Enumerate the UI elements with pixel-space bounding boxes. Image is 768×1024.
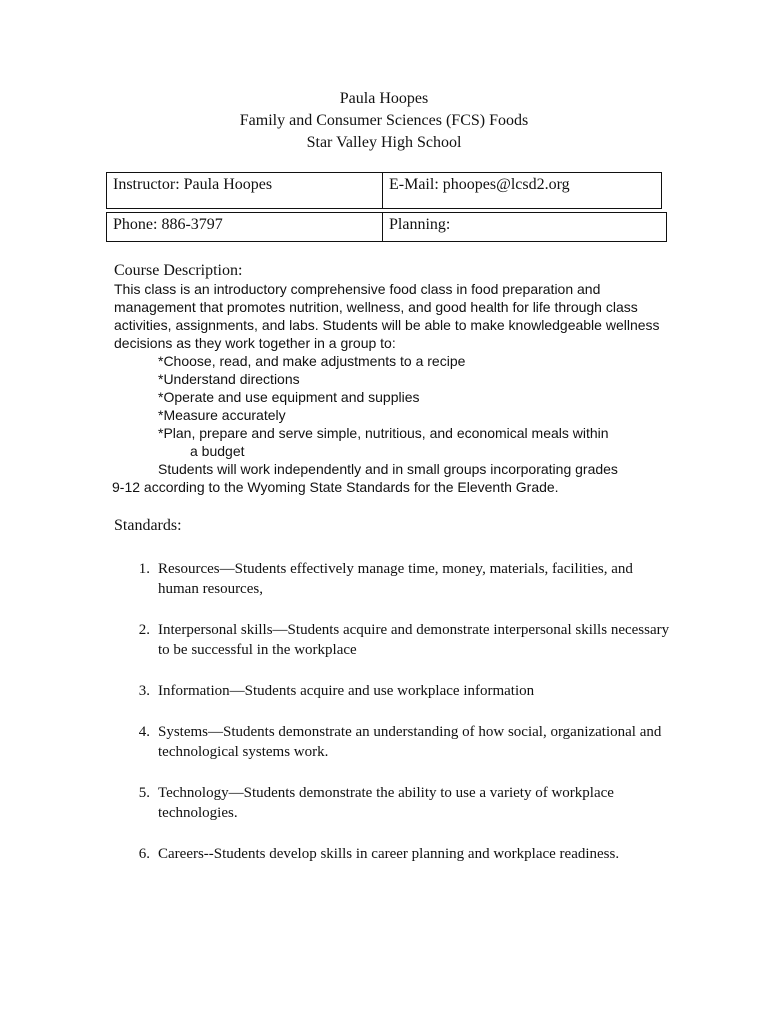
standard-text: Technology—Students demonstrate the ability to use a variety of workplace technologies. — [158, 785, 614, 821]
standard-text: Resources—Students effectively manage time, money, materials, facilities, and human resources, — [158, 561, 633, 597]
standard-item — [114, 620, 674, 660]
standard-number: 2. — [138, 622, 150, 638]
standard-text: Information—Students acquire and use workplace information — [158, 683, 535, 699]
closing-line-2: 9-12 according to the Wyoming State Standards for the Eleventh Grade. — [112, 479, 559, 495]
standard-item — [114, 559, 674, 599]
contact-row-1 — [106, 172, 662, 209]
course-description — [114, 280, 674, 496]
standard-number: 3. — [138, 683, 150, 699]
standard-text: Interpersonal skills—Students acquire and demonstrate interpersonal skills necessary to be successful in the workplace — [158, 622, 670, 658]
instructor-cell: Instructor: Paula Hoopes — [107, 173, 383, 208]
course-name: Family and Consumer Sciences (FCS) Foods — [239, 112, 529, 129]
objective-item: *Plan, prepare and serve simple, nutritious, and economical meals within — [158, 425, 609, 441]
course-intro: This class is an introductory comprehensive food class in food preparation and management that promotes nutrition, wellness, and good health for life through class activities, assignments, and labs. Students will be able to make knowledgeable wellness decisions as they work together in a group to: — [114, 281, 660, 351]
standards-list — [114, 559, 674, 885]
standard-text: Careers--Students develop skills in career planning and workplace readiness. — [158, 846, 620, 862]
standard-text: Systems—Students demonstrate an understanding of how social, organizational and technological systems work. — [158, 724, 662, 760]
phone-cell: Phone: 886-3797 — [107, 213, 383, 241]
email-cell: E-Mail: phoopes@lcsd2.org — [389, 176, 570, 193]
objective-item-continuation: a budget — [190, 443, 245, 459]
standard-item — [114, 681, 674, 701]
standard-item — [114, 844, 674, 864]
contact-row-2 — [106, 212, 667, 242]
contact-info-table — [106, 172, 662, 242]
standards-heading: Standards: — [114, 517, 182, 534]
planning-cell: Planning: — [389, 216, 451, 233]
teacher-name: Paula Hoopes — [339, 90, 429, 107]
standard-number: 4. — [138, 724, 150, 740]
standard-item — [114, 783, 674, 823]
objective-item: *Choose, read, and make adjustments to a recipe — [158, 353, 466, 369]
school-name: Star Valley High School — [306, 134, 462, 151]
closing-line-1: Students will work independently and in small groups incorporating grades — [158, 461, 618, 477]
standard-number: 5. — [138, 785, 150, 801]
objective-item: *Understand directions — [158, 371, 300, 387]
standard-number: 6. — [138, 846, 150, 862]
objective-item: *Operate and use equipment and supplies — [158, 389, 420, 405]
standard-item — [114, 722, 674, 762]
objective-item: *Measure accurately — [158, 407, 286, 423]
document-header — [0, 88, 768, 154]
course-description-heading: Course Description: — [114, 262, 243, 279]
standard-number: 1. — [138, 561, 150, 577]
